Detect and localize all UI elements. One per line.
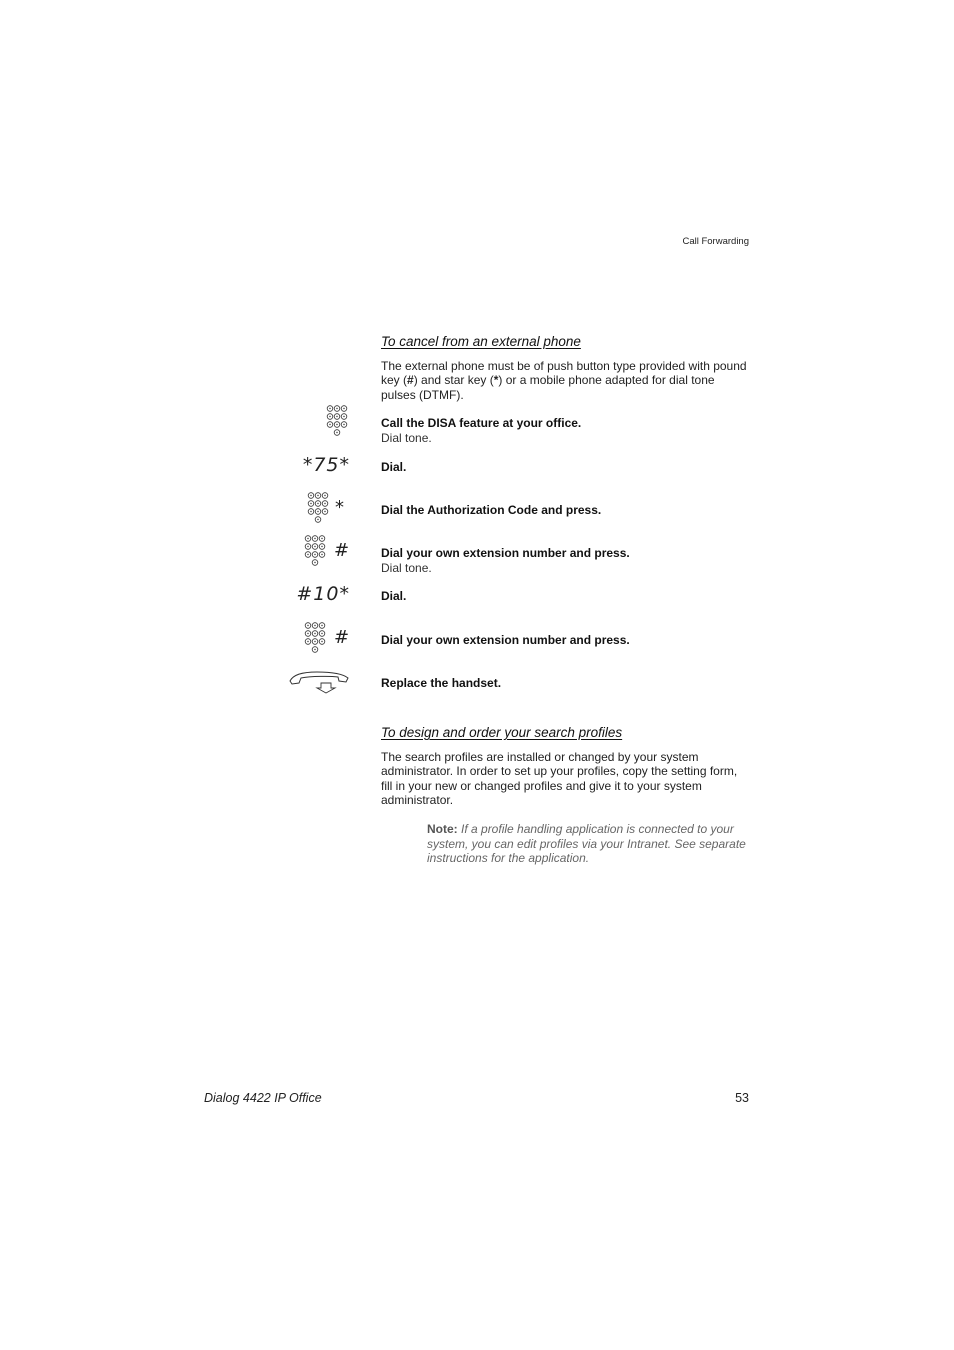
keypad-icon: [304, 622, 326, 654]
intro-text-1: The external phone must be of push button type provided with pound key (: [381, 359, 747, 388]
search-profiles-paragraph: The search profiles are installed or changed by your system administrator. In order to set up your profiles, copy the setting form, fill in your new or changed profiles and give it to your system administrator.: [381, 750, 738, 808]
step-authorization-code: [381, 503, 601, 518]
footer-doc-title: Dialog 4422 IP Office: [204, 1091, 322, 1105]
step-dial-code: [381, 460, 406, 475]
step-feedback: Dial tone.: [381, 430, 432, 445]
code-icon: *75*: [302, 454, 350, 476]
step-instruction: Dial your own extension number and press.: [381, 633, 630, 647]
star-key-icon: *: [335, 497, 344, 518]
intro-paragraph: [381, 359, 751, 402]
step-feedback: Dial tone.: [381, 560, 432, 575]
keypad-icon: [304, 535, 326, 567]
step-call-disa: [381, 416, 581, 445]
step-instruction: Dial the Authorization Code and press.: [381, 503, 602, 517]
running-head: Call Forwarding: [682, 236, 749, 247]
step-instruction: Dial.: [381, 589, 407, 603]
star-key-symbol: *: [493, 373, 499, 388]
step-dial-code-2: [381, 589, 406, 604]
note-box: [427, 822, 753, 866]
step-instruction: Dial.: [381, 460, 407, 474]
keypad-icon: [307, 492, 329, 524]
handset-icon: [287, 668, 351, 694]
step-instruction: Replace the handset.: [381, 676, 502, 690]
note-label: Note:: [427, 822, 458, 836]
pound-key-symbol: #: [407, 373, 414, 388]
keypad-icon: [326, 405, 348, 437]
step-instruction: Call the DISA feature at your office.: [381, 416, 582, 430]
section-title-search-profiles: To design and order your search profiles: [381, 725, 623, 740]
page-number: 53: [735, 1091, 749, 1105]
hash-key-icon: #: [334, 540, 350, 561]
step-replace-handset: [381, 676, 501, 691]
intro-text-3: ) or a mobile phone adapted for dial tone pulses (DTMF).: [381, 373, 715, 402]
intro-text-2: ) and star key (: [413, 373, 494, 388]
step-extension-number: [381, 546, 630, 575]
note-text: If a profile handling application is connected to your system, you can edit profiles via your Intranet. See separate instructions for the application.: [427, 822, 746, 866]
step-instruction: Dial your own extension number and press.: [381, 546, 630, 560]
section-title-cancel: To cancel from an external phone: [381, 334, 581, 349]
hash-key-icon: #: [334, 627, 350, 648]
step-extension-number-2: [381, 633, 630, 648]
code-icon: #10*: [296, 583, 350, 605]
